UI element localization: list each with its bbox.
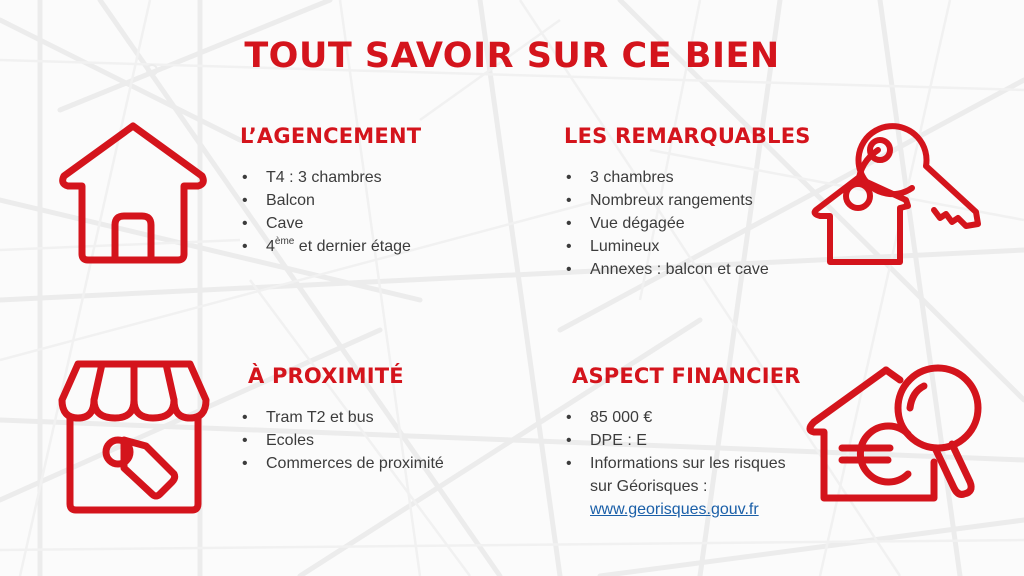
list-item: • T4 : 3 chambres	[240, 166, 421, 189]
floor-text: et dernier étage	[294, 238, 411, 255]
list-item: • Cave	[240, 212, 421, 235]
list-item: • Lumineux	[564, 235, 811, 258]
list-item: • Balcon	[240, 189, 421, 212]
financier-list	[564, 406, 801, 521]
shop-tag-icon	[56, 356, 212, 516]
list-item: • Nombreux rangements	[564, 189, 811, 212]
section-heading: LES REMARQUABLES	[564, 124, 811, 148]
list-item	[240, 235, 421, 258]
section-proximite	[248, 364, 444, 475]
house-keys-icon	[808, 122, 988, 268]
list-item: • DPE : E	[564, 429, 801, 452]
section-heading: À PROXIMITÉ	[248, 364, 404, 388]
section-remarquables	[564, 124, 811, 281]
list-item: • Ecoles	[240, 429, 444, 452]
house-icon	[56, 118, 210, 264]
list-item: • Commerces de proximité	[240, 452, 444, 475]
remarquables-list	[564, 166, 811, 281]
section-financier	[572, 364, 801, 521]
floor-suffix: ème	[274, 236, 295, 247]
floor-number: 4	[266, 238, 275, 255]
list-item: • Informations sur les risques	[564, 452, 801, 475]
agencement-list	[240, 166, 421, 258]
list-item: • Annexes : balcon et cave	[564, 258, 811, 281]
list-item: • 3 chambres	[564, 166, 811, 189]
house-euro-magnifier-icon	[800, 362, 988, 512]
list-item-continuation: sur Géorisques :	[590, 478, 708, 495]
list-item: • Tram T2 et bus	[240, 406, 444, 429]
list-item: • 85 000 €	[564, 406, 801, 429]
section-agencement	[240, 124, 421, 258]
section-heading: L’AGENCEMENT	[240, 124, 422, 148]
proximite-list	[240, 406, 444, 475]
georisques-link[interactable]: www.georisques.gouv.fr	[590, 501, 759, 518]
list-item: • Vue dégagée	[564, 212, 811, 235]
page-title: TOUT SAVOIR SUR CE BIEN	[244, 36, 780, 76]
section-heading: ASPECT FINANCIER	[572, 364, 801, 388]
list-item-link	[564, 498, 801, 521]
